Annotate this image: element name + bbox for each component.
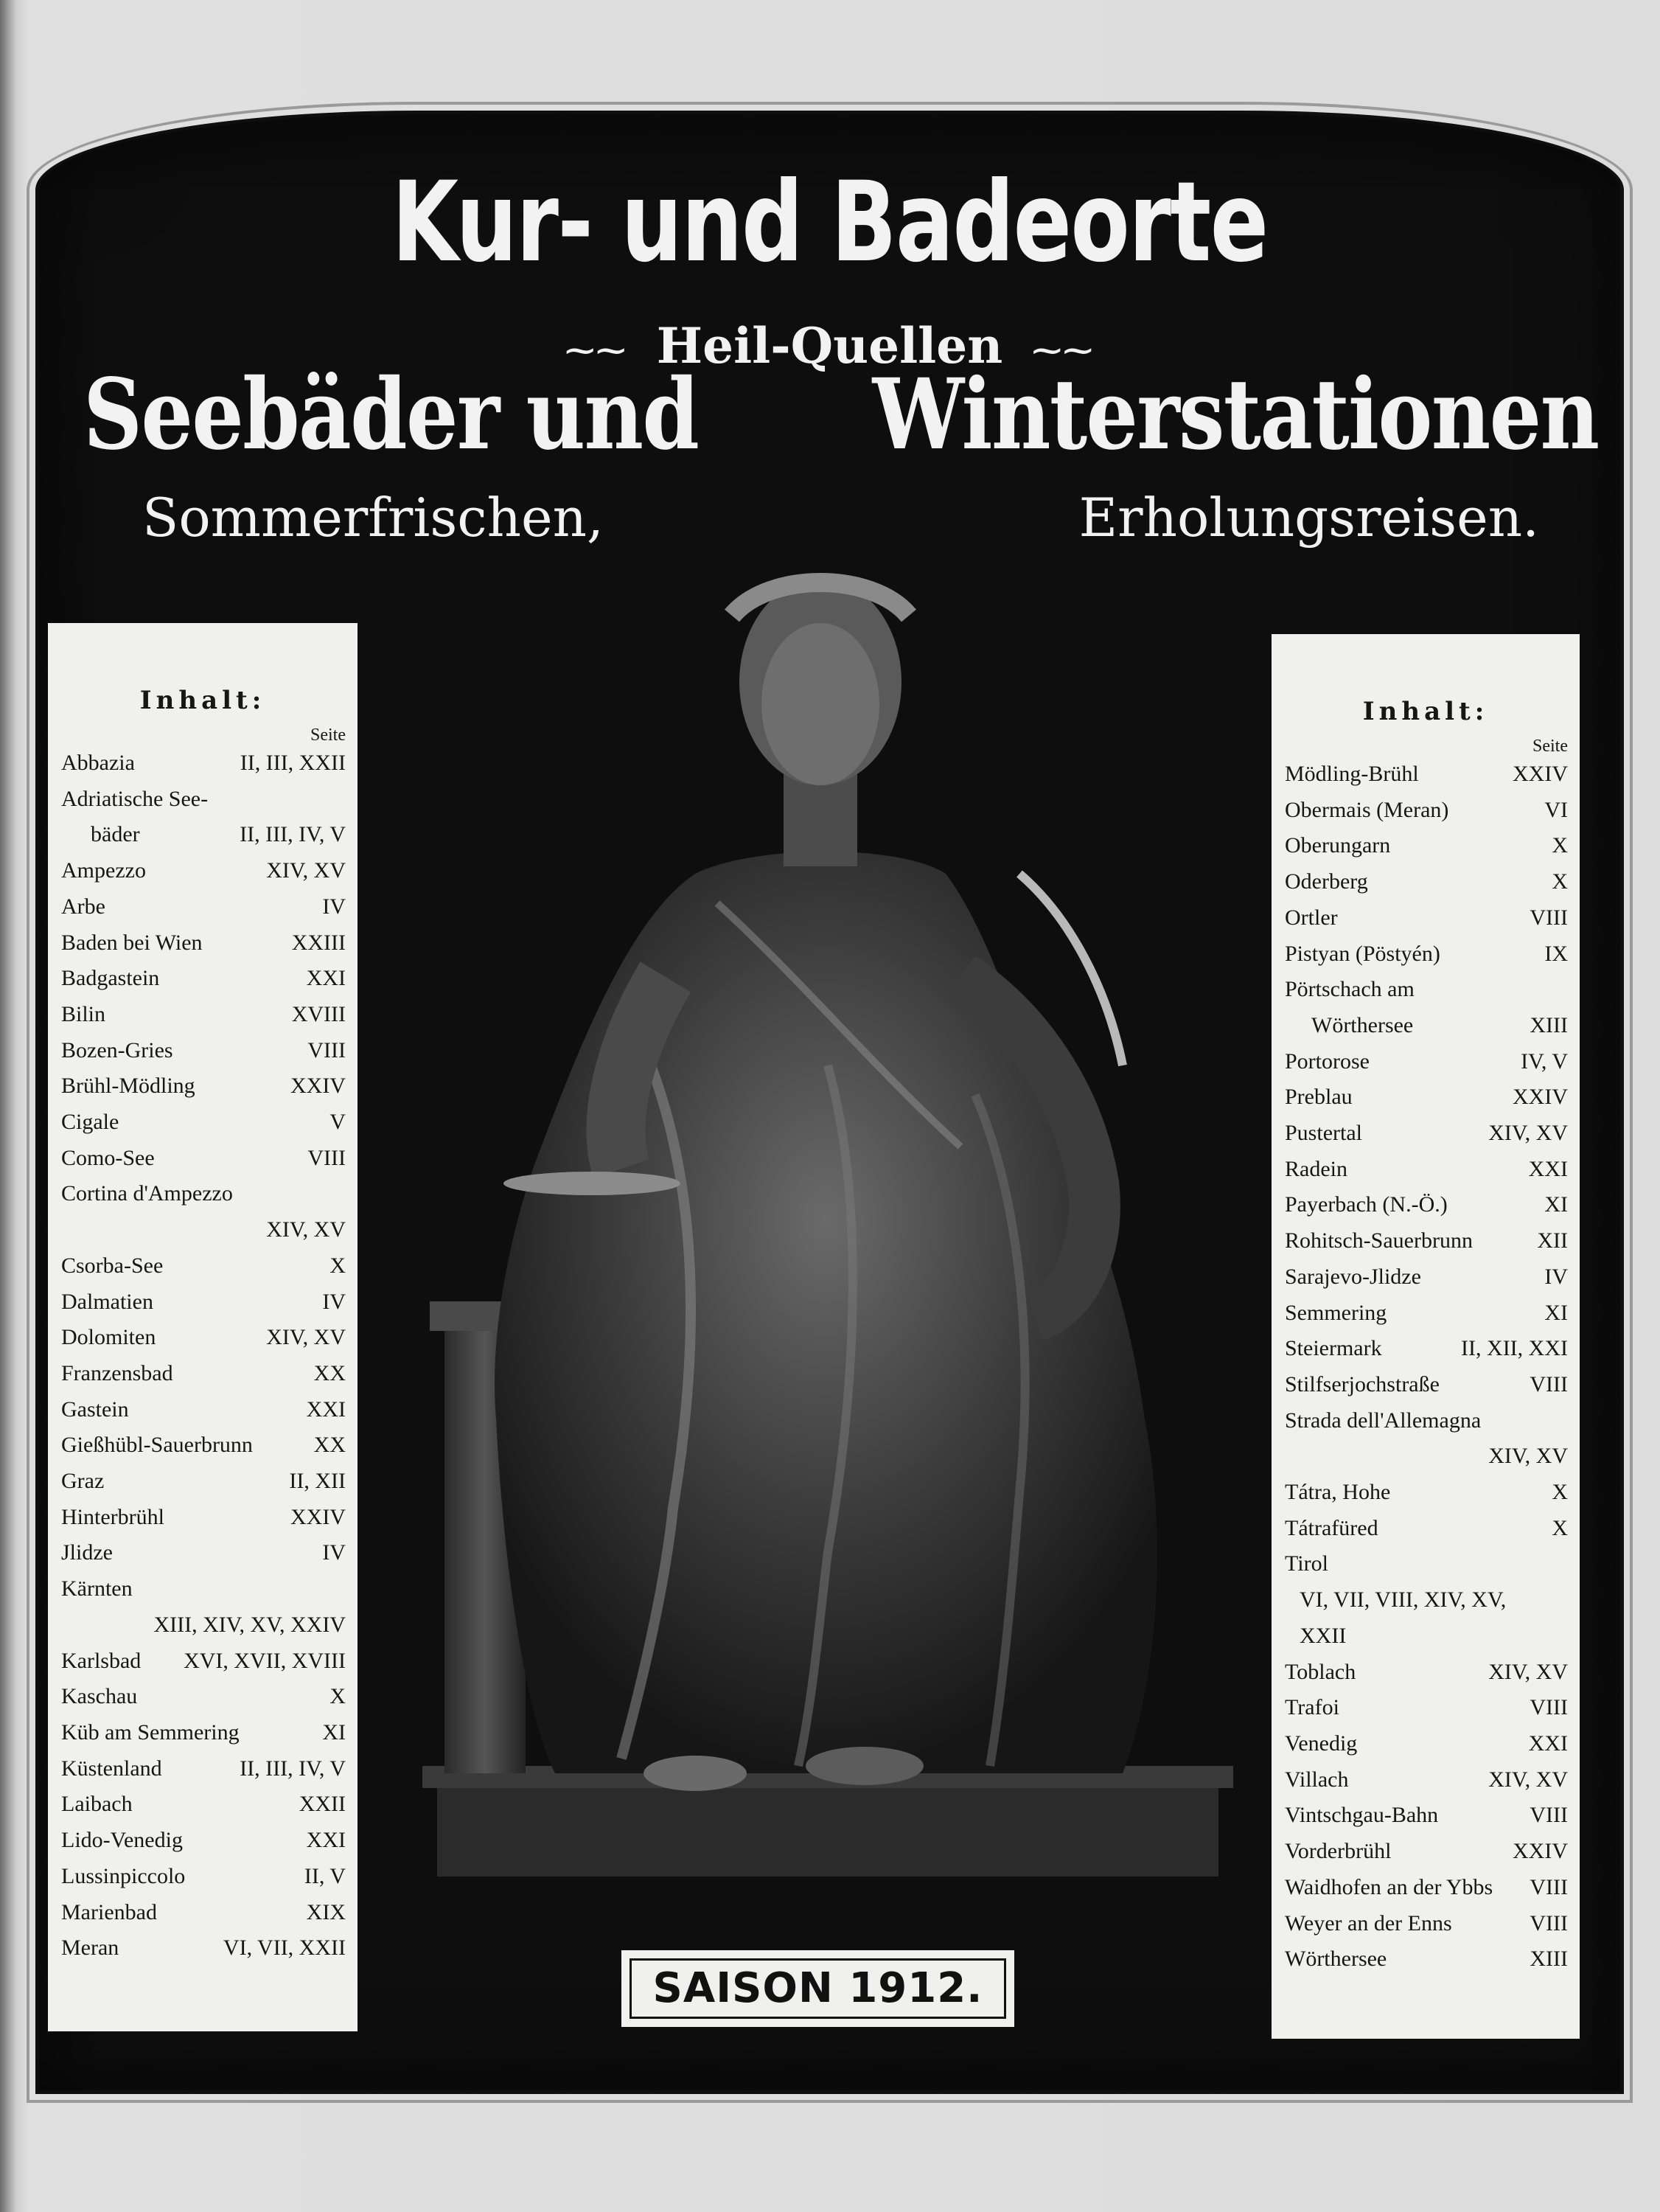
index-heading: Inhalt: — [139, 686, 266, 715]
index-entry: Tátrafüred X — [1285, 1515, 1568, 1540]
index-entry: Baden bei Wien XXIII — [61, 930, 346, 955]
index-entry: Payerbach (N.-Ö.) XI — [1285, 1192, 1568, 1217]
index-entry: Preblau XXIV — [1285, 1085, 1568, 1110]
index-entry: Lido-Venedig XXI — [61, 1828, 346, 1853]
index-entry: XIV, XV — [266, 1217, 346, 1242]
index-entry: Tirol — [1285, 1551, 1328, 1576]
index-panel-right — [1272, 634, 1580, 2039]
index-entry: Semmering XI — [1285, 1300, 1568, 1325]
right-subheading: Erholungsreisen. — [1078, 487, 1539, 549]
index-entry: Oberungarn X — [1285, 833, 1568, 858]
index-entry: Vintschgau-Bahn VIII — [1285, 1803, 1568, 1828]
left-heading: Seebäder und — [83, 358, 699, 472]
index-entry: Küb am Semmering XI — [61, 1719, 346, 1745]
index-entry: XXII — [1300, 1623, 1347, 1648]
index-entry: Oderberg X — [1285, 869, 1568, 894]
index-entry: Gießhübl-Sauerbrunn XX — [61, 1433, 346, 1458]
ornament-left-icon: ⁓⁓ — [565, 333, 627, 368]
poster-page — [35, 111, 1624, 2094]
index-entry: Dalmatien IV — [61, 1289, 346, 1314]
index-entry: Adriatische See- — [61, 786, 209, 811]
index-entry: Wörthersee XIII — [1285, 1947, 1568, 1972]
index-entry: Brühl-Mödling XXIV — [61, 1074, 346, 1099]
index-entry: Arbe IV — [61, 894, 346, 919]
index-entry: Badgastein XXI — [61, 966, 346, 991]
index-entry: Laibach XXII — [61, 1792, 346, 1817]
index-entry: Pörtschach am — [1285, 977, 1415, 1002]
seite-label: Seite — [310, 726, 346, 745]
index-entry: Bilin XVIII — [61, 1001, 346, 1026]
index-entry: Hinterbrühl XXIV — [61, 1504, 346, 1529]
index-entry: Graz II, XII — [61, 1469, 346, 1494]
index-entry: Weyer an der Enns VIII — [1285, 1910, 1568, 1935]
index-entry: Mödling-Brühl XXIV — [1285, 762, 1568, 786]
saison-label: SAISON 1912. — [621, 1950, 1014, 2027]
index-entry: bäder II, III, IV, V — [91, 822, 346, 847]
index-entry: Vorderbrühl XXIV — [1285, 1839, 1568, 1864]
index-entry: XIV, XV — [1488, 1444, 1568, 1469]
index-panel-left — [48, 623, 358, 2031]
index-entry: Pistyan (Pöstyén) IX — [1285, 941, 1568, 966]
poster-subtitle: Heil-Quellen — [656, 317, 1003, 375]
index-entry: Küstenland II, III, IV, V — [61, 1756, 346, 1781]
index-entry: Cortina d'Ampezzo — [61, 1181, 233, 1206]
index-entry: Ampezzo XIV, XV — [61, 858, 346, 883]
index-entry: Karlsbad XVI, XVII, XVIII — [61, 1648, 346, 1673]
index-entry: Sarajevo-Jlidze IV — [1285, 1264, 1568, 1289]
index-entry: Csorba-See X — [61, 1253, 346, 1278]
index-entry: XIII, XIV, XV, XXIV — [153, 1612, 346, 1637]
left-subheading: Sommerfrischen, — [142, 487, 604, 549]
index-entry: Dolomiten XIV, XV — [61, 1325, 346, 1350]
index-entry: Marienbad XIX — [61, 1899, 346, 1924]
index-entry: Trafoi VIII — [1285, 1695, 1568, 1720]
index-entry: Ortler VIII — [1285, 905, 1568, 930]
ornament-right-icon: ⁓⁓ — [1032, 333, 1095, 368]
index-entry: Tátra, Hohe X — [1285, 1480, 1568, 1505]
index-entry: Rohitsch-Sauerbrunn XII — [1285, 1228, 1568, 1253]
index-entry: Villach XIV, XV — [1285, 1767, 1568, 1792]
index-entry: Pustertal XIV, XV — [1285, 1121, 1568, 1146]
index-entry: Wörthersee XIII — [1311, 1012, 1568, 1037]
index-list-right — [1272, 757, 1580, 1978]
seite-label: Seite — [1532, 737, 1568, 756]
index-entry: Waidhofen an der Ybbs VIII — [1285, 1874, 1568, 1899]
index-entry: Strada dell'Allemagna — [1285, 1408, 1482, 1433]
index-entry: Radein XXI — [1285, 1156, 1568, 1181]
index-entry: Kaschau X — [61, 1684, 346, 1709]
index-entry: Obermais (Meran) VI — [1285, 797, 1568, 822]
seated-statue-illustration — [386, 461, 1336, 1921]
index-entry: Meran VI, VII, XXII — [61, 1935, 346, 1961]
right-heading: Winterstationen — [872, 358, 1598, 472]
index-entry: Como-See VIII — [61, 1145, 346, 1170]
index-entry: Venedig XXI — [1285, 1731, 1568, 1756]
index-list-left — [48, 745, 358, 1966]
index-heading: Inhalt: — [1362, 697, 1489, 726]
index-entry: Lussinpiccolo II, V — [61, 1863, 346, 1888]
index-entry: VI, VII, VIII, XIV, XV, — [1300, 1587, 1507, 1613]
index-entry: Abbazia II, III, XXII — [61, 751, 346, 775]
poster-title: Kur- und Badeorte — [391, 159, 1268, 287]
index-entry: Bozen-Gries VIII — [61, 1037, 346, 1062]
index-entry: Steiermark II, XII, XXI — [1285, 1336, 1568, 1361]
index-entry: Toblach XIV, XV — [1285, 1659, 1568, 1684]
index-entry: Cigale V — [61, 1110, 346, 1135]
index-entry: Jlidze IV — [61, 1540, 346, 1565]
index-entry: Franzensbad XX — [61, 1360, 346, 1385]
index-entry: Gastein XXI — [61, 1397, 346, 1422]
index-entry: Stilfserjochstraße VIII — [1285, 1371, 1568, 1397]
index-entry: Portorose IV, V — [1285, 1048, 1568, 1074]
index-entry: Kärnten — [61, 1576, 133, 1601]
